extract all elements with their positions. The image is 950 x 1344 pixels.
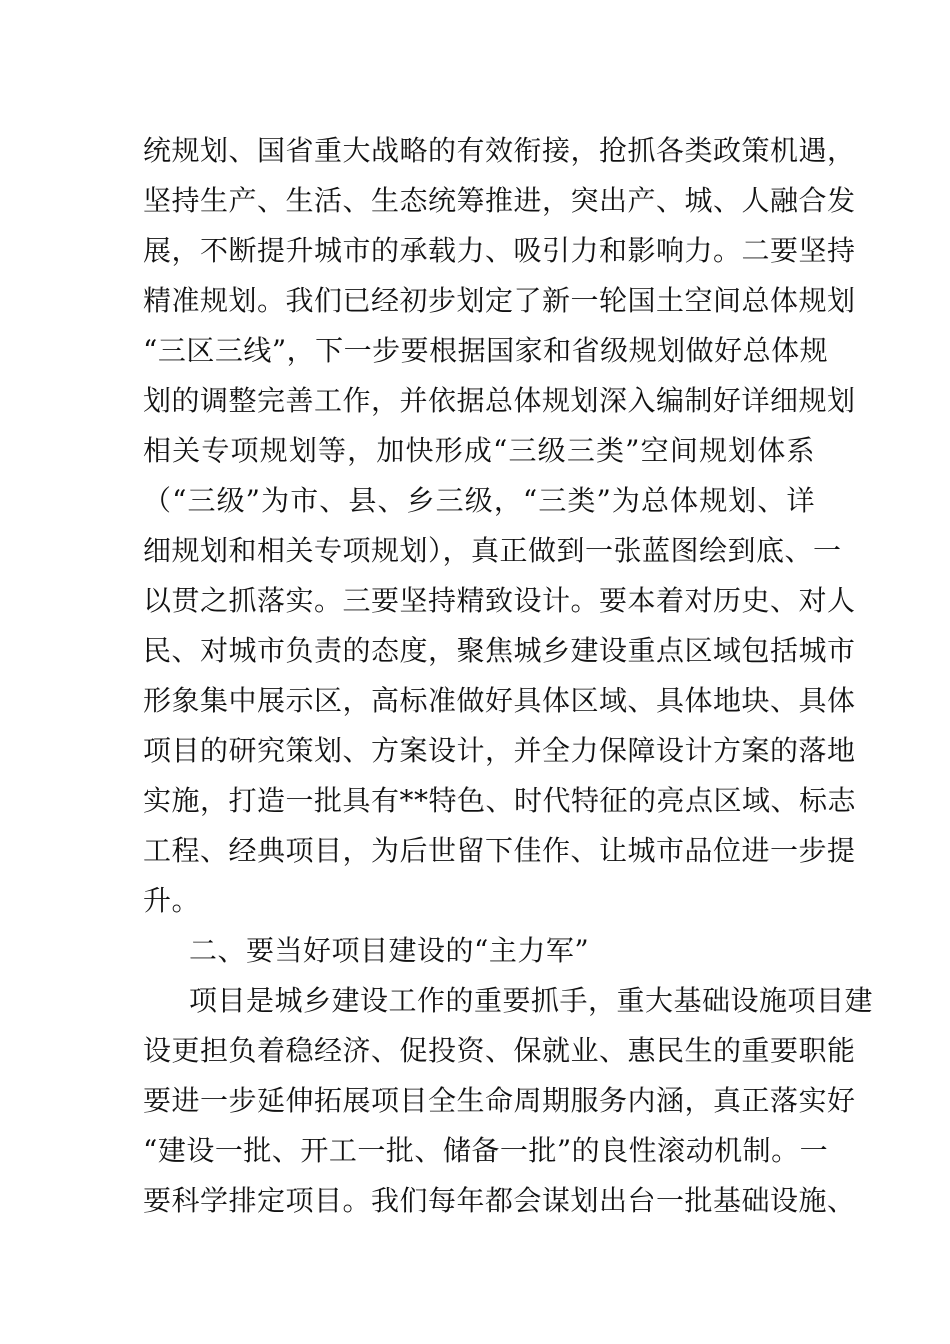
paragraph-line: 项目的研究策划、方案设计，并全力保障设计方案的落地 xyxy=(143,734,856,767)
paragraph-line: 项目是城乡建设工作的重要抓手，重大基础设施项目建 xyxy=(189,984,874,1017)
paragraph-line: 设更担负着稳经济、促投资、保就业、惠民生的重要职能 xyxy=(143,1034,856,1067)
paragraph-line: “建设一批、开工一批、储备一批”的良性滚动机制。一 xyxy=(143,1134,829,1167)
paragraph-line: “三区三线”，下一步要根据国家和省级规划做好总体规 xyxy=(143,334,829,367)
paragraph-line: 民、对城市负责的态度，聚焦城乡建设重点区域包括城市 xyxy=(143,634,856,667)
paragraph-line: 工程、经典项目，为后世留下佳作、让城市品位进一步提 xyxy=(143,834,856,867)
body-text xyxy=(143,126,874,1226)
paragraph-line: 实施，打造一批具有**特色、时代特征的亮点区域、标志 xyxy=(143,784,857,817)
paragraph-line: 要进一步延伸拓展项目全生命周期服务内涵，真正落实好 xyxy=(143,1084,856,1117)
paragraph-line: 相关专项规划等，加快形成“三级三类”空间规划体系 xyxy=(143,434,815,467)
paragraph-line: 细规划和相关专项规划），真正做到一张蓝图绘到底、一 xyxy=(143,534,842,567)
paragraph-line: 升。 xyxy=(143,884,201,917)
paragraph-line: 以贯之抓落实。三要坚持精致设计。要本着对历史、对人 xyxy=(143,584,856,617)
paragraph-line: 坚持生产、生活、生态统筹推进，突出产、城、人融合发 xyxy=(143,184,856,217)
paragraph-line: 要科学排定项目。我们每年都会谋划出台一批基础设施、 xyxy=(143,1184,856,1217)
paragraph-line: 形象集中展示区，高标准做好具体区域、具体地块、具体 xyxy=(143,684,856,717)
paragraph-line: 精准规划。我们已经初步划定了新一轮国土空间总体规划 xyxy=(143,284,856,317)
paragraph-line: （“三级”为市、县、乡三级，“三类”为总体规划、详 xyxy=(143,484,815,517)
section-heading: 二、要当好项目建设的“主力军” xyxy=(189,934,590,967)
paragraph-line: 划的调整完善工作，并依据总体规划深入编制好详细规划 xyxy=(143,384,856,417)
paragraph-line: 展，不断提升城市的承载力、吸引力和影响力。二要坚持 xyxy=(143,234,856,267)
paragraph-line: 统规划、国省重大战略的有效衔接，抢抓各类政策机遇， xyxy=(143,134,856,167)
